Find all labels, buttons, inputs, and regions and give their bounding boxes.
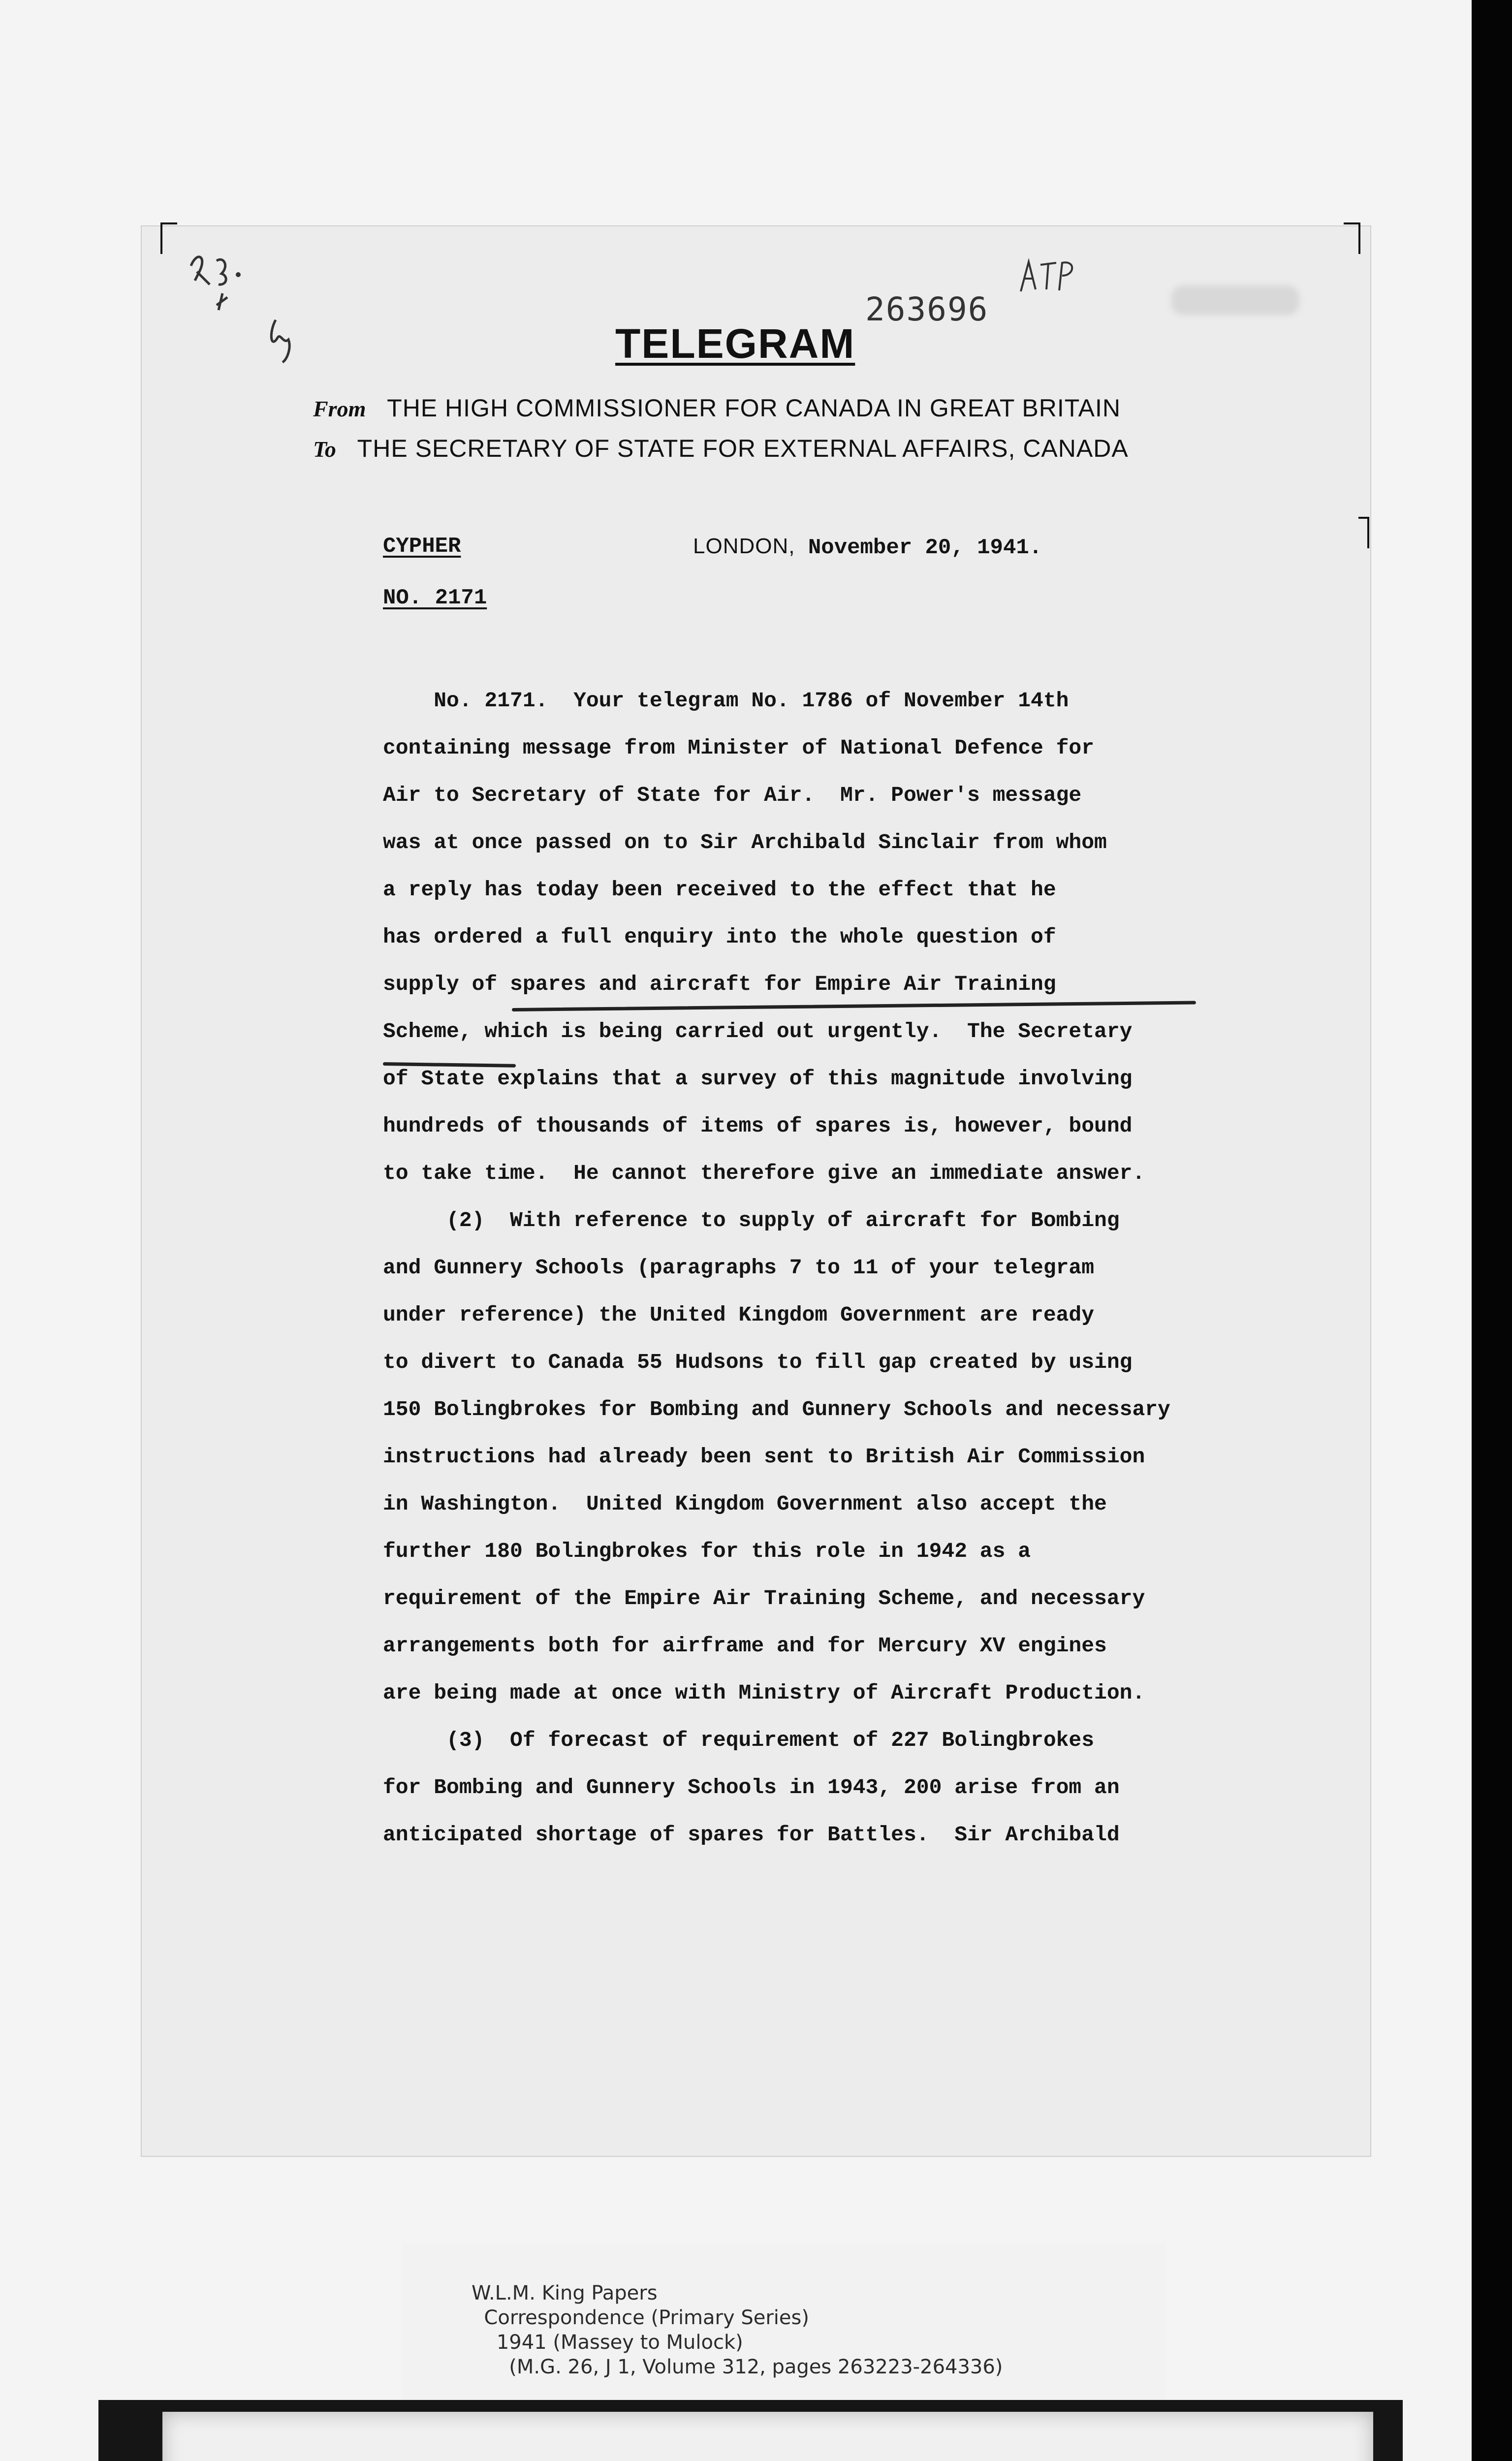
dateline-place: LONDON, — [693, 534, 795, 558]
to-value: THE SECRETARY OF STATE FOR EXTERNAL AFFAIRS, CANADA — [357, 435, 1129, 462]
body-line: arrangements both for airframe and for Mercury XV engines — [383, 1634, 1107, 1658]
body-line: a reply has today been received to the effect that he — [383, 878, 1056, 902]
body-line: are being made at once with Ministry of Aircraft Production. — [383, 1681, 1145, 1705]
body-line: to take time. He cannot therefore give an immediate answer. — [383, 1161, 1145, 1185]
body-line: (3) Of forecast of requirement of 227 Bolingbrokes — [383, 1728, 1095, 1752]
body-line: supply of spares and aircraft for Empire Air Training — [383, 972, 1056, 996]
body-line: of State explains that a survey of this magnitude involving — [383, 1067, 1133, 1091]
body-line: Scheme, which is being carried out urgently. The Secretary — [383, 1019, 1133, 1043]
catalog-line-1: W.L.M. King Papers — [472, 2282, 658, 2304]
body-line: instructions had already been sent to British Air Commission — [383, 1445, 1145, 1469]
body-line: Air to Secretary of State for Air. Mr. Power's message — [383, 783, 1082, 807]
body-line: containing message from Minister of National Defence for — [383, 736, 1095, 760]
body-line: No. 2171. Your telegram No. 1786 of November 14th — [383, 689, 1069, 713]
body-line: was at once passed on to Sir Archibald Sinclair from whom — [383, 830, 1107, 854]
handwritten-marks — [182, 246, 320, 364]
handwritten-initials-atp — [1018, 257, 1077, 296]
stain-mark — [1171, 285, 1299, 315]
catalog-label — [403, 2243, 1166, 2407]
body-line: 150 Bolingbrokes for Bombing and Gunnery Schools and necessary — [383, 1397, 1170, 1421]
from-label: From — [313, 396, 366, 421]
catalog-line-2: Correspondence (Primary Series) — [472, 2306, 809, 2329]
body-line: in Washington. United Kingdom Government also accept the — [383, 1492, 1107, 1516]
stamped-number: 263696 — [865, 290, 989, 328]
crop-mark-top-left — [160, 222, 177, 254]
body-line: further 180 Bolingbrokes for this role in 1942 as a — [383, 1539, 1031, 1563]
body-line: for Bombing and Gunnery Schools in 1943, 200 arise from an — [383, 1775, 1120, 1799]
from-line — [313, 394, 1121, 422]
to-line — [313, 434, 1129, 463]
dateline — [693, 534, 1042, 560]
body-line: has ordered a full enquiry into the whole question of — [383, 925, 1056, 949]
crop-mark-right — [1358, 517, 1369, 548]
body-line: anticipated shortage of spares for Battles. Sir Archibald — [383, 1823, 1120, 1847]
catalog-line-3: 1941 (Massey to Mulock) — [472, 2331, 743, 2354]
telegram-title: TELEGRAM — [615, 320, 855, 367]
to-label: To — [313, 437, 336, 462]
dateline-date: November 20, 1941. — [808, 536, 1042, 560]
telegram-body — [383, 677, 1348, 1859]
film-edge — [1472, 0, 1512, 2461]
message-number: NO. 2171 — [383, 586, 487, 610]
body-line: to divert to Canada 55 Hudsons to fill gap created by using — [383, 1350, 1133, 1374]
body-line: requirement of the Empire Air Training Scheme, and necessary — [383, 1586, 1145, 1610]
body-line: (2) With reference to supply of aircraft for Bombing — [383, 1208, 1120, 1232]
archive-card — [162, 2412, 1373, 2461]
body-line: and Gunnery Schools (paragraphs 7 to 11 of your telegram — [383, 1256, 1095, 1280]
body-line: hundreds of thousands of items of spares is, however, bound — [383, 1114, 1133, 1138]
crop-mark-top-right — [1344, 222, 1360, 254]
body-line: under reference) the United Kingdom Government are ready — [383, 1303, 1095, 1327]
catalog-line-4: (M.G. 26, J 1, Volume 312, pages 263223-264336) — [472, 2356, 1003, 2378]
classification: CYPHER — [383, 534, 461, 559]
from-value: THE HIGH COMMISSIONER FOR CANADA IN GREAT BRITAIN — [387, 394, 1121, 422]
